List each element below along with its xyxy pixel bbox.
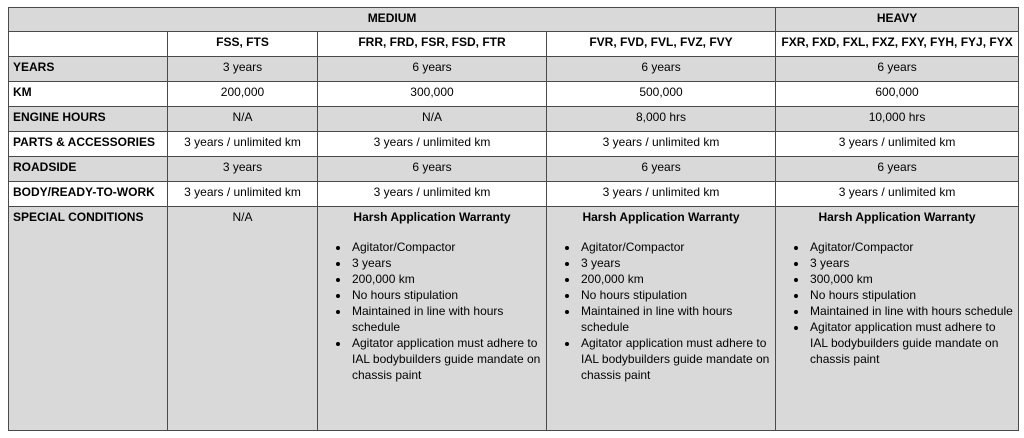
row-label-engine-hours: ENGINE HOURS	[9, 107, 168, 132]
list-item: • Agitator/Compactor	[579, 239, 771, 255]
cell-value: 3 years / unlimited km	[776, 132, 1019, 157]
cell-value: 6 years	[318, 57, 547, 82]
list-item: • Agitator application must adhere to IAL bodybuilders guide mandate on chassis paint	[579, 335, 771, 383]
condition-title: Harsh Application Warranty	[818, 210, 976, 224]
list-item: • 200,000 km	[350, 271, 542, 287]
list-item: • Maintained in line with hours schedule	[350, 303, 542, 335]
warranty-table	[8, 7, 1019, 431]
cell-value: 6 years	[776, 57, 1019, 82]
cell-value: 3 years / unlimited km	[547, 182, 776, 207]
table-row	[9, 107, 1019, 132]
special-conditions-cell	[776, 207, 1019, 431]
special-conditions-cell	[547, 207, 776, 431]
table-row	[9, 82, 1019, 107]
group-header-heavy: HEAVY	[776, 8, 1019, 32]
condition-list	[551, 239, 771, 383]
cell-value: 3 years / unlimited km	[318, 132, 547, 157]
row-label-years: YEARS	[9, 57, 168, 82]
cell-value: 3 years / unlimited km	[318, 182, 547, 207]
list-item: • 3 years	[350, 255, 542, 271]
list-item: • 3 years	[808, 255, 1014, 271]
row-label-roadside: ROADSIDE	[9, 157, 168, 182]
row-label-body-ready-to-work: BODY/READY-TO-WORK	[9, 182, 168, 207]
cell-value: 500,000	[547, 82, 776, 107]
list-item: • No hours stipulation	[579, 287, 771, 303]
cell-value: 300,000	[318, 82, 547, 107]
row-label-km: KM	[9, 82, 168, 107]
row-label-parts-accessories: PARTS & ACCESSORIES	[9, 132, 168, 157]
table-row	[9, 132, 1019, 157]
condition-list	[322, 239, 542, 383]
cell-value: 6 years	[318, 157, 547, 182]
list-item: • 200,000 km	[579, 271, 771, 287]
list-item: • Agitator/Compactor	[808, 239, 1014, 255]
list-item: • 3 years	[579, 255, 771, 271]
corner-cell	[9, 32, 168, 57]
cell-value: 600,000	[776, 82, 1019, 107]
list-item: • No hours stipulation	[350, 287, 542, 303]
list-item: • 300,000 km	[808, 271, 1014, 287]
cell-value: N/A	[318, 107, 547, 132]
cell-value: 3 years / unlimited km	[776, 182, 1019, 207]
table-row	[9, 157, 1019, 182]
cell-value: 200,000	[168, 82, 318, 107]
list-item: • No hours stipulation	[808, 287, 1014, 303]
cell-value: 3 years	[168, 57, 318, 82]
condition-list	[780, 239, 1014, 367]
model-header: FSS, FTS	[168, 32, 318, 57]
list-item: • Agitator application must adhere to IAL bodybuilders guide mandate on chassis paint	[350, 335, 542, 383]
list-item: • Maintained in line with hours schedule	[579, 303, 771, 335]
group-header-medium: MEDIUM	[9, 8, 776, 32]
cell-value: N/A	[168, 207, 318, 431]
table-row	[9, 207, 1019, 431]
model-header: FRR, FRD, FSR, FSD, FTR	[318, 32, 547, 57]
cell-value: 10,000 hrs	[776, 107, 1019, 132]
cell-value: 3 years	[168, 157, 318, 182]
row-label-special-conditions: SPECIAL CONDITIONS	[9, 207, 168, 431]
model-header: FVR, FVD, FVL, FVZ, FVY	[547, 32, 776, 57]
cell-value: N/A	[168, 107, 318, 132]
list-item: • Maintained in line with hours schedule	[808, 303, 1014, 319]
condition-title: Harsh Application Warranty	[582, 210, 740, 224]
table-row	[9, 57, 1019, 82]
list-item: • Agitator/Compactor	[350, 239, 542, 255]
cell-value: 3 years / unlimited km	[547, 132, 776, 157]
cell-value: 6 years	[776, 157, 1019, 182]
model-header: FXR, FXD, FXL, FXZ, FXY, FYH, FYJ, FYX	[776, 32, 1019, 57]
cell-value: 3 years / unlimited km	[168, 132, 318, 157]
special-conditions-cell	[318, 207, 547, 431]
cell-value: 6 years	[547, 157, 776, 182]
condition-title: Harsh Application Warranty	[353, 210, 511, 224]
cell-value: 8,000 hrs	[547, 107, 776, 132]
list-item: • Agitator application must adhere to IAL bodybuilders guide mandate on chassis paint	[808, 319, 1014, 367]
cell-value: 3 years / unlimited km	[168, 182, 318, 207]
table-row	[9, 182, 1019, 207]
cell-value: 6 years	[547, 57, 776, 82]
